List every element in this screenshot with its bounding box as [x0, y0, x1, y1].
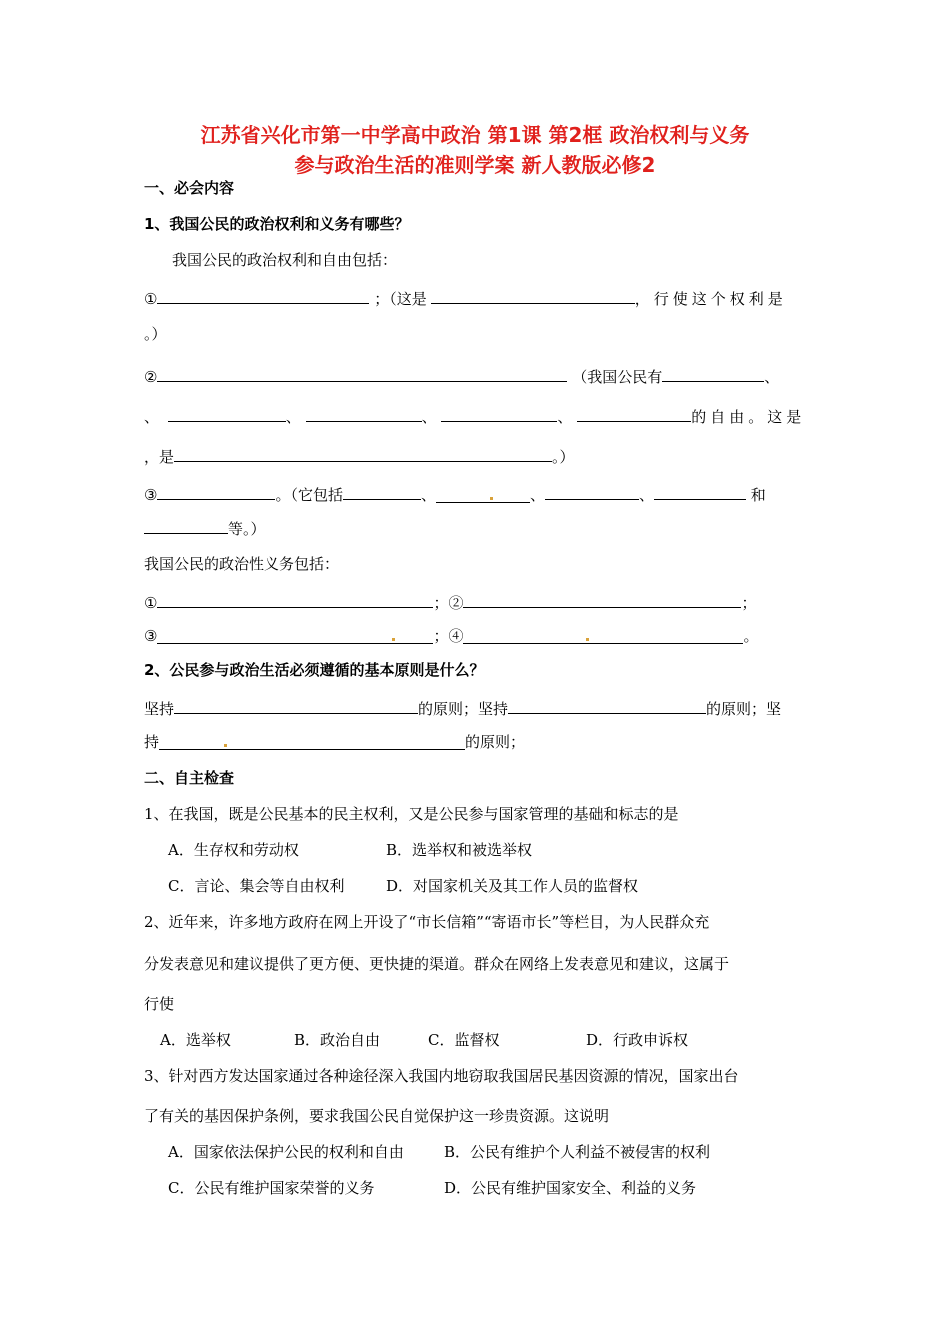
right-3-sep-2: 、 [529, 486, 545, 504]
section-2-heading: 二、自主检查 [144, 769, 235, 787]
title-line-1: 江苏省兴化市第一中学高中政治 第1课 第2框 政治权利与义务 [200, 123, 750, 147]
right-2-continuation [144, 404, 805, 427]
mark-dot [224, 744, 227, 747]
right-2-line [144, 364, 779, 387]
rights-intro: 我国公民的政治权利和自由包括： [172, 251, 398, 269]
right-2-cont2-start: ，是 [144, 448, 175, 466]
right-2-sep-3: 、 [421, 408, 437, 426]
mark-dot [490, 497, 493, 500]
principle-start: 坚持 [144, 700, 175, 718]
right-3-number: ③ [144, 486, 158, 504]
right-2-freedom-blank-5 [577, 404, 691, 422]
s2-question-3-line-1: 3、针对西方发达国家通过各种途径深入我国内地窃取我国居民基因资源的情况，国家出台 [144, 1067, 739, 1085]
s2-q1-option-d: D．对国家机关及其工作人员的监督权 [386, 877, 639, 895]
s2-q2-option-a: A．选举权 [160, 1031, 231, 1049]
question-1-heading: 1、我国公民的政治权利和义务有哪些？ [144, 215, 410, 233]
duty-3-blank [157, 626, 433, 644]
right-2-sep-2: 、 [285, 408, 301, 426]
right-2-freedom-blank-1 [662, 364, 764, 382]
s2-question-2-line-2: 分发表意见和建议提供了更方便、更快捷的渠道。群众在网络上发表意见和建议，这属于 [144, 955, 730, 973]
s2-q1-option-b: B．选举权和被选举权 [386, 841, 533, 859]
right-3-continuation [144, 516, 266, 539]
right-2-end: 的自由。这是 [691, 408, 806, 426]
right-3-and: 和 [750, 486, 766, 504]
right-2-sep-4: 、 [557, 408, 573, 426]
principle-mid-2: 的原则；坚 [706, 700, 782, 718]
principle-1-blank [174, 696, 418, 714]
right-1-number: ① [144, 290, 158, 308]
right-2-mid: （我国公民有 [572, 368, 663, 386]
right-2-blank [157, 364, 567, 382]
right-2-number: ② [144, 368, 158, 386]
mark-dot [392, 638, 395, 641]
principle-mid-1: 的原则；坚持 [418, 700, 509, 718]
s2-question-3-line-2: 了有关的基因保护条例，要求我国公民自觉保护这一珍贵资源。这说明 [144, 1107, 610, 1125]
s2-q1-option-a: A．生存权和劳动权 [168, 841, 299, 859]
s2-q1-option-c: C．言论、集会等自由权利 [168, 877, 345, 895]
question-2-heading: 2、公民参与政治生活必须遵循的基本原则是什么？ [144, 661, 485, 679]
mark-dot [586, 638, 589, 641]
right-3-sep-1: 、 [420, 486, 436, 504]
right-3-item-blank-2 [436, 485, 530, 503]
right-2-freedom-blank-3 [306, 404, 422, 422]
right-2-meaning-blank [174, 444, 552, 462]
right-2-sep: 、 [764, 368, 780, 386]
right-1-end: ，行使这个权利是 [634, 290, 787, 308]
right-3-item-blank-1 [343, 482, 421, 500]
s2-q3-option-b: B．公民有维护个人利益不被侵害的权利 [444, 1143, 711, 1161]
right-3-mid: 。（它包括 [275, 486, 343, 504]
title-line-2: 参与政治生活的准则学案 新人教版必修2 [294, 153, 656, 177]
duty-1-blank [157, 590, 433, 608]
right-2-freedom-blank-4 [441, 404, 557, 422]
s2-question-2-line-3: 行使 [144, 995, 175, 1013]
principle-cont-end: 的原则； [465, 733, 526, 751]
principle-3-blank [159, 732, 465, 750]
right-3-item-blank-5 [144, 516, 228, 534]
duty-4-end: 。 [743, 627, 759, 645]
duty-2-end: ； [741, 594, 757, 612]
right-2-continuation-2 [144, 444, 575, 467]
s2-q2-option-c: C．监督权 [428, 1031, 500, 1049]
right-3-item-blank-3 [545, 482, 639, 500]
right-1-nature-blank [431, 286, 635, 304]
s2-q2-option-b: B．政治自由 [294, 1031, 381, 1049]
right-2-freedom-blank-2 [168, 404, 286, 422]
s2-q3-option-c: C．公民有维护国家荣誉的义务 [168, 1179, 375, 1197]
duty-4-number: ；④ [433, 627, 464, 645]
right-2-cont2-end: 。） [552, 448, 575, 466]
s2-question-1: 1、在我国，既是公民基本的民主权利，又是公民参与国家管理的基础和标志的是 [144, 805, 679, 823]
right-3-line [144, 482, 766, 505]
duty-1-number: ① [144, 594, 158, 612]
duties-intro: 我国公民的政治性义务包括： [144, 555, 340, 573]
duty-4-blank [463, 626, 743, 644]
right-1-mid: ；（这是 [374, 290, 427, 308]
right-3-item-blank-4 [654, 482, 746, 500]
right-1-line [144, 286, 787, 309]
principle-cont-start: 持 [144, 733, 160, 751]
right-3-blank [157, 482, 275, 500]
right-3-end: 等。） [228, 520, 266, 538]
s2-q2-option-d: D．行政申诉权 [586, 1031, 689, 1049]
s2-q3-option-d: D．公民有维护国家安全、利益的义务 [444, 1179, 697, 1197]
duty-2-number: ；② [433, 594, 464, 612]
duties-line-2 [144, 626, 758, 646]
duties-line-1 [144, 590, 756, 613]
principle-2-blank [508, 696, 706, 714]
section-1-heading: 一、必会内容 [144, 179, 235, 197]
right-2-cont-start: 、 [144, 408, 160, 426]
duty-2-blank [463, 590, 741, 608]
duty-3-number: ③ [144, 627, 158, 645]
s2-question-2-line-1: 2、近年来，许多地方政府在网上开设了“市长信箱”“寄语市长”等栏目，为人民群众充 [144, 913, 710, 931]
principles-line-1 [144, 696, 781, 719]
right-1-blank [157, 286, 369, 304]
right-1-continuation: 。） [144, 325, 167, 343]
principles-line-2 [144, 732, 525, 752]
s2-q3-option-a: A．国家依法保护公民的权利和自由 [168, 1143, 404, 1161]
right-3-sep-3: 、 [639, 486, 655, 504]
